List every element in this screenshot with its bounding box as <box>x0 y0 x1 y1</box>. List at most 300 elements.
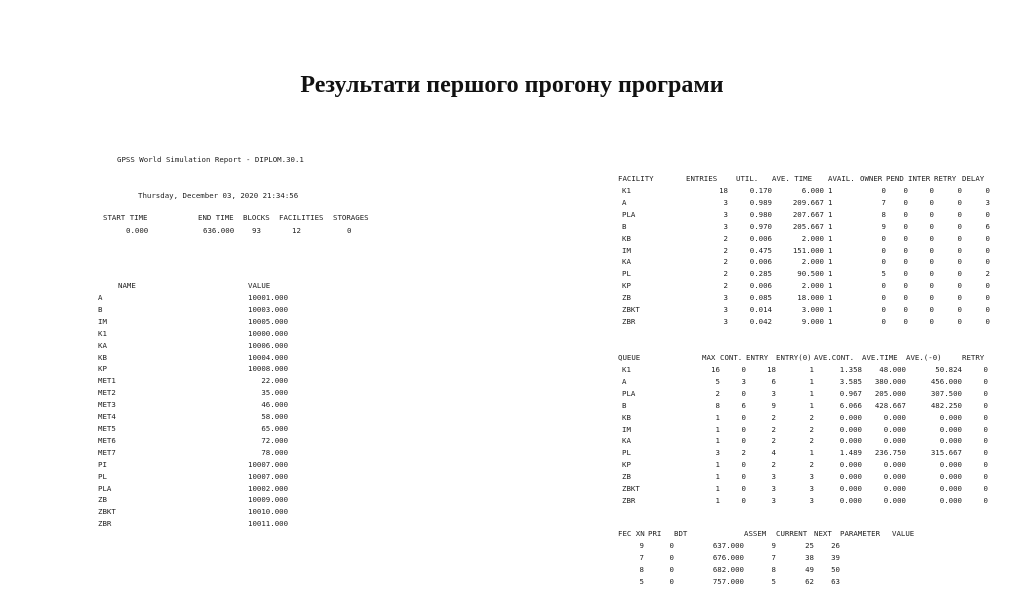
facility-row-cell: 0 <box>929 316 934 326</box>
facility-row-cell: 1 <box>828 305 833 315</box>
facility-row-cell: 2 <box>723 245 728 255</box>
name-row <box>96 506 288 518</box>
fec-row-cell: 0 <box>669 552 674 562</box>
name-row <box>96 304 288 316</box>
queue-row-cell: 0.000 <box>883 495 906 505</box>
queue-row-cell: 0.000 <box>839 436 862 446</box>
queue-row-cell: 380.000 <box>874 376 906 386</box>
queue-row-cell: 0.000 <box>939 460 962 470</box>
queue-row-cell: 6 <box>771 376 776 386</box>
fec-row-cell: 9 <box>771 541 776 550</box>
queue-row-cell: 0.000 <box>939 424 962 434</box>
facility-row-cell: 3 <box>723 197 728 207</box>
facility-row-cell: 0 <box>957 293 962 303</box>
report-header: GPSS World Simulation Report - DIPLOM.30.1 <box>117 155 304 164</box>
name-row-cell: K1 <box>98 328 107 338</box>
queue-row-cell: 1 <box>715 460 720 470</box>
name-row <box>96 375 288 387</box>
name-row-cell: PI <box>98 459 107 469</box>
fec-header-xn: FEC XN <box>618 529 645 538</box>
name-row <box>96 352 288 364</box>
facility-row-cell: KB <box>622 233 631 243</box>
queue-row-cell: 50.824 <box>935 365 962 374</box>
name-row <box>96 328 288 340</box>
queue-row-cell: ZBKT <box>622 484 640 494</box>
name-row-cell: MET6 <box>98 435 116 445</box>
facility-row-cell: ZBKT <box>622 305 640 315</box>
facility-row-cell: 0 <box>957 257 962 267</box>
fec-row-cell <box>840 540 892 552</box>
name-row-cell: A <box>98 293 103 302</box>
queue-row-cell: 0 <box>983 365 988 374</box>
fec-row-cell <box>840 576 892 588</box>
fec-row-cell: 0 <box>669 564 674 574</box>
name-row <box>96 447 288 459</box>
facility-row-cell: 3 <box>723 209 728 219</box>
summary-value-facilities: 12 <box>292 226 301 235</box>
facility-row-cell: 0 <box>957 197 962 207</box>
queue-header-ave0: AVE.(-0) <box>906 353 942 362</box>
queue-row-cell: 0.000 <box>883 436 906 446</box>
facility-row-cell: 3 <box>723 316 728 326</box>
queue-row-cell: 2 <box>771 412 776 422</box>
name-row-cell: MET5 <box>98 423 116 433</box>
queue-row-cell: 1 <box>715 436 720 446</box>
facility-header-facility: FACILITY <box>618 174 654 183</box>
facility-row-cell: 0 <box>903 269 908 279</box>
facility-row <box>618 209 990 221</box>
queue-row-cell: PL <box>622 448 631 458</box>
facility-row-cell: 1 <box>828 186 833 195</box>
name-row-cell: 10009.000 <box>248 495 289 505</box>
facility-row-cell: 0 <box>903 316 908 326</box>
names-header-name: NAME <box>118 281 136 290</box>
queue-row-cell: 3 <box>809 495 814 505</box>
queue-row-cell: 3 <box>771 484 776 494</box>
queue-row-cell: 8 <box>715 400 720 410</box>
queue-row-cell: 428.667 <box>874 400 906 410</box>
name-row-cell: 10005.000 <box>248 316 289 326</box>
queue-row-cell: A <box>622 376 627 386</box>
name-row <box>96 459 288 471</box>
facility-row <box>618 292 990 304</box>
name-row-cell: 10001.000 <box>248 293 289 302</box>
facility-row-cell: 0 <box>985 233 990 243</box>
name-row <box>96 363 288 375</box>
facility-row-cell: 0 <box>903 257 908 267</box>
queue-row-cell: 0.000 <box>839 460 862 470</box>
queue-row-cell: 1 <box>715 472 720 482</box>
name-row-cell: 10006.000 <box>248 340 289 350</box>
queue-row-cell: 3.585 <box>839 376 862 386</box>
queue-row-cell: 205.000 <box>874 388 906 398</box>
facility-row-cell: 0 <box>957 305 962 315</box>
name-row-cell: 10000.000 <box>248 328 289 338</box>
facility-row-cell: 0 <box>881 233 886 243</box>
facility-row-cell: A <box>622 197 627 207</box>
facility-row-cell: 0 <box>957 269 962 279</box>
queue-row-cell: 3 <box>741 376 746 386</box>
name-row <box>96 471 288 483</box>
facility-row <box>618 197 990 209</box>
name-row-cell: 65.000 <box>261 423 289 433</box>
facility-row-cell: 9 <box>881 221 886 231</box>
queue-row <box>618 483 988 495</box>
facility-row <box>618 268 990 280</box>
queue-row-cell: 1 <box>715 412 720 422</box>
name-row-cell: PL <box>98 471 107 481</box>
name-row-cell: MET3 <box>98 400 116 410</box>
queue-row-cell: 0 <box>983 460 988 470</box>
queue-table <box>618 334 988 516</box>
fec-row-cell: 7 <box>771 552 776 562</box>
summary-header-storages: STORAGES <box>333 213 369 222</box>
name-row <box>96 399 288 411</box>
queue-row-cell: 2 <box>809 412 814 422</box>
facility-row-cell: 1 <box>828 233 833 243</box>
summary-value-start: 0.000 <box>126 226 149 235</box>
queue-row-cell: 3 <box>771 388 776 398</box>
fec-header-bdt: BDT <box>674 529 688 538</box>
queue-row-cell: 3 <box>715 448 720 458</box>
facility-row-cell: 0 <box>929 281 934 291</box>
queue-row-cell: 1.358 <box>839 365 862 374</box>
queue-header-max: MAX <box>702 353 716 362</box>
queue-row-cell: 3 <box>771 472 776 482</box>
facility-header-retry: RETRY <box>934 174 957 183</box>
name-row <box>96 483 288 495</box>
queue-row-cell: 482.250 <box>930 400 962 410</box>
facility-row-cell: 0 <box>929 221 934 231</box>
fec-row-cell <box>892 576 936 588</box>
name-row-cell: 10004.000 <box>248 352 289 362</box>
name-row-cell: 35.000 <box>261 388 289 398</box>
fec-row-cell: 26 <box>831 541 840 550</box>
name-row-cell: 10011.000 <box>248 519 289 529</box>
name-row-cell: 10007.000 <box>248 471 289 481</box>
fec-header-value: VALUE <box>892 529 915 538</box>
queue-row-cell: KP <box>622 460 631 470</box>
facility-row-cell: 1 <box>828 316 833 326</box>
facility-header-entries: ENTRIES <box>686 174 718 183</box>
facility-row-cell: PL <box>622 269 631 279</box>
facility-row-cell: PLA <box>622 209 636 219</box>
facility-row-cell: ZB <box>622 293 631 303</box>
name-row <box>96 411 288 423</box>
facility-row <box>618 256 990 268</box>
name-row-cell: IM <box>98 316 107 326</box>
facility-row <box>618 233 990 245</box>
queue-row-cell: 6.066 <box>839 400 862 410</box>
name-row <box>96 316 288 328</box>
name-row-cell: 46.000 <box>261 400 289 410</box>
facility-row <box>618 280 990 292</box>
queue-row-cell: 0 <box>741 495 746 505</box>
facility-row-cell: 1 <box>828 197 833 207</box>
queue-row-cell: 6 <box>741 400 746 410</box>
fec-row-cell: 637.000 <box>712 541 744 550</box>
queue-row <box>618 435 988 447</box>
facility-row-cell: 0 <box>957 281 962 291</box>
facility-row-cell: 0 <box>985 186 990 195</box>
facility-row-cell: 0 <box>881 186 886 195</box>
fec-header-assem: ASSEM <box>744 529 767 538</box>
facility-row-cell: K1 <box>622 186 631 195</box>
facility-row-cell: 0 <box>881 316 886 326</box>
summary-header-blocks: BLOCKS <box>243 213 270 222</box>
facility-row-cell: 2 <box>723 233 728 243</box>
fec-row-cell: 50 <box>831 564 840 574</box>
queue-row-cell: 0 <box>741 412 746 422</box>
queue-header-entry0: ENTRY(0) <box>776 353 812 362</box>
queue-row-cell: 2 <box>809 424 814 434</box>
queue-row-cell: 0.000 <box>883 424 906 434</box>
queue-row-cell: 2 <box>771 436 776 446</box>
facility-row-cell: 0 <box>929 186 934 195</box>
facility-row-cell: 0 <box>985 281 990 291</box>
name-row <box>96 435 288 447</box>
facility-row-cell: 0.980 <box>749 209 772 219</box>
queue-row-cell: ZBR <box>622 495 636 505</box>
queue-row-cell: 1 <box>809 365 814 374</box>
queue-header-avetime: AVE.TIME <box>862 353 898 362</box>
slide-title: Результати першого прогону програми <box>300 72 724 98</box>
fec-row-cell: 49 <box>805 564 814 574</box>
facility-row-cell: 0 <box>957 221 962 231</box>
facility-row-cell: 6 <box>985 221 990 231</box>
queue-row-cell: 1 <box>715 495 720 505</box>
queue-row <box>618 471 988 483</box>
name-row-cell: 10007.000 <box>248 459 289 469</box>
name-row-cell: ZBKT <box>98 507 116 517</box>
facility-row-cell: 0 <box>929 233 934 243</box>
facility-row-cell: 1 <box>828 269 833 279</box>
queue-row-cell: 0.000 <box>839 495 862 505</box>
queue-row-cell: 2 <box>809 460 814 470</box>
fec-table <box>618 510 936 597</box>
queue-row-cell: 0 <box>741 388 746 398</box>
name-row-cell: KP <box>98 364 107 374</box>
facility-row <box>618 304 990 316</box>
facility-row-cell: 2.000 <box>801 281 824 291</box>
facility-row-cell: 0 <box>903 281 908 291</box>
facility-row-cell: 0 <box>881 257 886 267</box>
queue-row-cell: 0.000 <box>839 412 862 422</box>
fec-row <box>618 552 936 564</box>
fec-row-cell: 39 <box>831 552 840 562</box>
facility-row-cell: 3.000 <box>801 305 824 315</box>
facility-row-cell: 7 <box>881 197 886 207</box>
fec-row-cell: 682.000 <box>712 564 744 574</box>
names-table <box>96 262 288 539</box>
facility-row-cell: 0 <box>929 257 934 267</box>
facility-row-cell: 0 <box>903 305 908 315</box>
queue-row-cell: KA <box>622 436 631 446</box>
fec-row-cell: 63 <box>831 576 840 586</box>
facility-header-pend: PEND <box>886 174 904 183</box>
queue-row-cell: 48.000 <box>879 365 906 374</box>
facility-row-cell: 3 <box>985 197 990 207</box>
facility-row-cell: 18 <box>719 186 728 195</box>
facility-row-cell: 2.000 <box>801 233 824 243</box>
fec-row-cell: 676.000 <box>712 552 744 562</box>
facility-row-cell: 0 <box>903 245 908 255</box>
facility-row-cell: 0.989 <box>749 197 772 207</box>
queue-row-cell: B <box>622 400 627 410</box>
facility-row-cell: 0.475 <box>749 245 772 255</box>
queue-row-cell: KB <box>622 412 631 422</box>
queue-row <box>618 424 988 436</box>
facility-row-cell: 3 <box>723 305 728 315</box>
queue-row-cell: PLA <box>622 388 636 398</box>
queue-row-cell: 0 <box>983 412 988 422</box>
fec-row-cell <box>892 540 936 552</box>
facility-row-cell: 0 <box>929 269 934 279</box>
facility-row <box>618 245 990 257</box>
facility-row <box>618 221 990 233</box>
facility-row-cell: 209.667 <box>792 197 824 207</box>
queue-row-cell: 1 <box>809 376 814 386</box>
queue-row-cell: 16 <box>711 365 720 374</box>
queue-row-cell: 0.000 <box>883 484 906 494</box>
queue-row-cell: 0.000 <box>939 412 962 422</box>
fec-row-cell: 5 <box>639 576 644 586</box>
facility-row-cell: 0.006 <box>749 233 772 243</box>
summary-header-end: END TIME <box>198 213 234 222</box>
queue-row-cell: 2 <box>809 436 814 446</box>
queue-row-cell: 0 <box>741 436 746 446</box>
queue-row <box>618 388 988 400</box>
summary-header-start: START TIME <box>103 213 148 222</box>
facility-row-cell: ZBR <box>622 316 636 326</box>
facility-row-cell: 0 <box>929 209 934 219</box>
facility-row-cell: 0 <box>903 293 908 303</box>
queue-row-cell: 0 <box>983 436 988 446</box>
facility-row-cell: IM <box>622 245 631 255</box>
facility-row-cell: 0.006 <box>749 281 772 291</box>
fec-row-cell: 38 <box>805 552 814 562</box>
queue-header-queue: QUEUE <box>618 353 641 362</box>
fec-row-cell: 8 <box>771 564 776 574</box>
facility-row-cell: 0.006 <box>749 257 772 267</box>
fec-row-cell: 0 <box>669 576 674 586</box>
name-row-cell: MET7 <box>98 447 116 457</box>
fec-header-pri: PRI <box>648 529 662 538</box>
facility-header-avetime: AVE. TIME <box>772 174 813 183</box>
facility-row-cell: 0 <box>957 209 962 219</box>
facility-row-cell: 0 <box>929 197 934 207</box>
facility-row-cell: 0 <box>929 293 934 303</box>
name-row-cell: 58.000 <box>261 412 289 422</box>
fec-row-cell: 0 <box>669 541 674 550</box>
name-row-cell: ZBR <box>98 519 112 529</box>
name-row <box>96 292 288 304</box>
queue-row <box>618 447 988 459</box>
facility-row-cell: 90.500 <box>797 269 824 279</box>
queue-header-entry: ENTRY <box>746 353 769 362</box>
facility-row-cell: KA <box>622 257 631 267</box>
facility-row-cell: 0 <box>957 233 962 243</box>
fec-row <box>618 576 936 588</box>
queue-row <box>618 459 988 471</box>
facility-row-cell: 0 <box>929 305 934 315</box>
name-row-cell: B <box>98 304 103 314</box>
queue-row-cell: 0.000 <box>839 484 862 494</box>
facility-row-cell: 2 <box>723 281 728 291</box>
facility-row-cell: 205.667 <box>792 221 824 231</box>
facility-row <box>618 316 990 328</box>
facility-row <box>618 185 990 197</box>
name-row-cell: 10003.000 <box>248 304 289 314</box>
queue-row-cell: 18 <box>767 365 776 374</box>
facility-row-cell: 0 <box>929 245 934 255</box>
facility-row-cell: 1 <box>828 221 833 231</box>
facility-row-cell: 0 <box>957 316 962 326</box>
queue-row-cell: 307.500 <box>930 388 962 398</box>
facility-row-cell: 3 <box>723 221 728 231</box>
facility-header-util: UTIL. <box>736 174 759 183</box>
queue-row-cell: 2 <box>771 460 776 470</box>
queue-row-cell: ZB <box>622 472 631 482</box>
queue-row <box>618 412 988 424</box>
queue-row-cell: 315.667 <box>930 448 962 458</box>
facility-row-cell: 0 <box>985 245 990 255</box>
facility-row-cell: KP <box>622 281 631 291</box>
facility-row-cell: 207.667 <box>792 209 824 219</box>
fec-header-parameter: PARAMETER <box>840 529 881 538</box>
queue-row-cell: 3 <box>809 472 814 482</box>
name-row-cell: KB <box>98 352 107 362</box>
summary-value-storages: 0 <box>347 226 352 235</box>
queue-row-cell: 2 <box>715 388 720 398</box>
facility-row-cell: 0.170 <box>749 186 772 195</box>
queue-row-cell: 0 <box>983 484 988 494</box>
queue-row-cell: 0 <box>741 472 746 482</box>
summary-value-blocks: 93 <box>252 226 261 235</box>
facility-row-cell: 6.000 <box>801 186 824 195</box>
name-row-cell: MET1 <box>98 376 116 386</box>
name-row <box>96 423 288 435</box>
queue-row-cell: 0.000 <box>939 436 962 446</box>
name-row <box>96 518 288 530</box>
queue-row-cell: 0.000 <box>839 424 862 434</box>
facility-row-cell: 0.014 <box>749 305 772 315</box>
name-row-cell: 22.000 <box>261 376 289 386</box>
facility-row-cell: 0 <box>985 209 990 219</box>
facility-row-cell: 1 <box>828 209 833 219</box>
facility-row-cell: 0.970 <box>749 221 772 231</box>
queue-row-cell: 0 <box>741 365 746 374</box>
facility-row-cell: 2.000 <box>801 257 824 267</box>
facility-row-cell: 0 <box>881 245 886 255</box>
report-date: Thursday, December 03, 2020 21:34:56 <box>138 191 299 200</box>
facility-row-cell: 2 <box>723 257 728 267</box>
queue-row-cell: 1 <box>809 388 814 398</box>
queue-row-cell: 2 <box>741 448 746 458</box>
facility-row-cell: 0 <box>903 197 908 207</box>
facility-row-cell: 3 <box>723 293 728 303</box>
names-header-value: VALUE <box>248 281 271 290</box>
fec-row-cell <box>840 552 892 564</box>
name-row-cell: 10008.000 <box>248 364 289 374</box>
fec-row <box>618 540 936 552</box>
queue-row-cell: 0 <box>983 448 988 458</box>
facility-row-cell: 0 <box>957 186 962 195</box>
queue-row-cell: 0 <box>741 484 746 494</box>
queue-row-cell: 0.000 <box>883 460 906 470</box>
facility-row-cell: 0 <box>985 293 990 303</box>
queue-row-cell: 0 <box>983 472 988 482</box>
